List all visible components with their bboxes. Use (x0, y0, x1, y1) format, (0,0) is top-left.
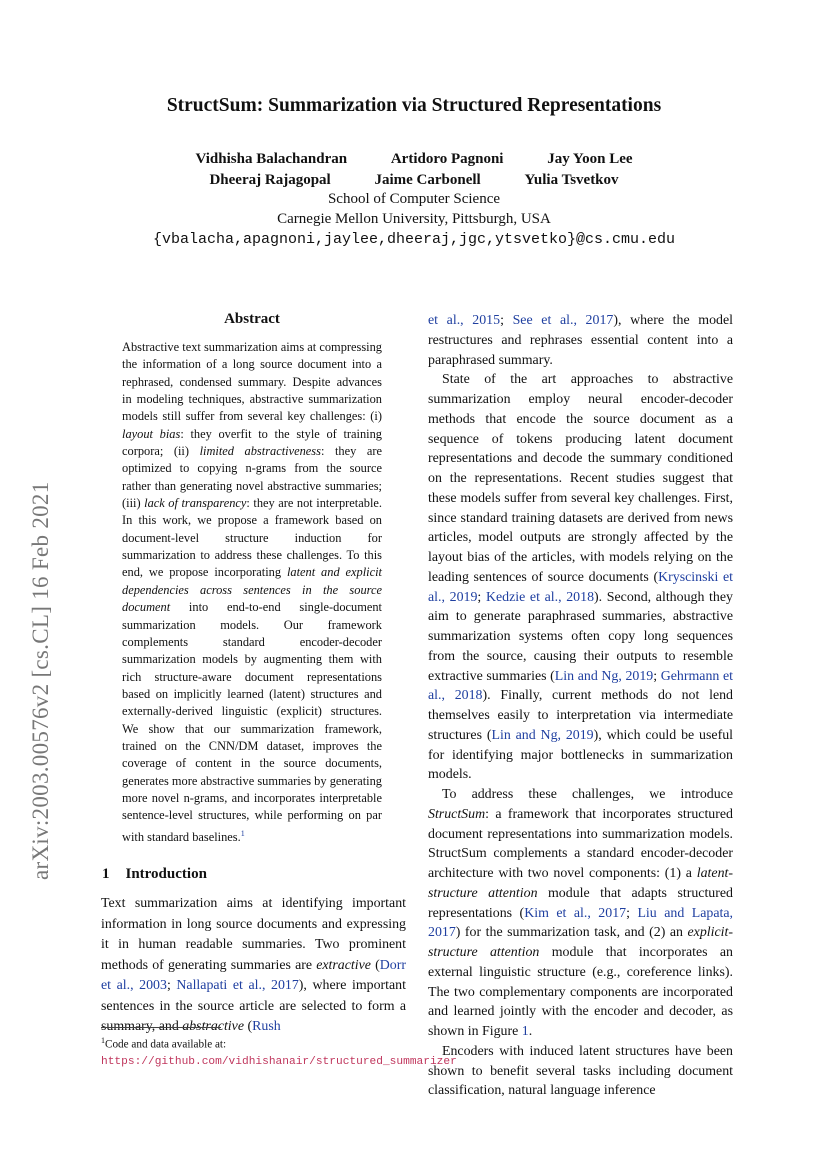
code-url-link[interactable]: https://github.com/vidhishanair/structured_summarizer (101, 1055, 457, 1068)
author-row-2 (0, 172, 828, 189)
paper-title: StructSum: Summarization via Structured Representations (166, 95, 662, 116)
citation-link[interactable]: Kryscinski et al., 2019 (428, 569, 733, 605)
paragraph: Encoders with induced latent structures have been shown to benefit several tasks including document classification, natural language inference (428, 1043, 733, 1099)
citation-link[interactable]: See et al., 2017 (512, 313, 614, 328)
author-emails: {vbalacha,apagnoni,jaylee,dheeraj,jgc,ytsvetko}@cs.cmu.edu (152, 231, 676, 248)
author-name: Jaime Carbonell (374, 172, 481, 188)
author-name: Vidhisha Balachandran (195, 151, 348, 167)
citation-link[interactable]: Nallapati et al., 2017 (176, 978, 299, 993)
author-row-1 (0, 151, 828, 168)
author-name: Jay Yoon Lee (547, 151, 633, 167)
intro-paragraph: Text summarization aims at identifying important information in long source documents and expressing it in human readable summaries. Two prominent methods of generating summaries are extractive (Dorr et al., 2003; Nallapati et al., 2017), where important sentences in the source article are selected to form a summary, and abstractive (Rush (101, 896, 406, 1034)
citation-link[interactable]: Kedzie et al., 2018 (485, 589, 595, 605)
author-name: Yulia Tsvetkov (524, 172, 619, 188)
footnote-divider (101, 1027, 221, 1028)
abstract-text: Abstractive text summarization aims at compressing the information of a long source document into a rephrased, condensed summary. Despite advances in modeling techniques, abstractive summarization models still suffer from several key challenges: (i) layout bias: they overfit to the style of training corpora; (ii) limited abstractiveness: they are optimized to copying n-grams from the source rather than generating novel abstractive summaries; (iii) lack of transparency: they are not interpretable. In this work, we propose a framework based on document-level structure induction for summarization to address these challenges. To this end, we propose incorporating latent and explicit dependencies across sentences in the source document into end-to-end single-document summarization models. Our framework complements standard encoder-decoder summarization models by augmenting them with rich structure-aware document representations based on implicitly learned (latent) structures and externally-derived linguistic (explicit) structures. We show that our summarization framework, trained on the CNN/DM dataset, improves the coverage of content in the source documents, generates more abstractive summaries by generating more novel n-grams, and incorporates interpretable sentence-level structures, while performing on par with standard baselines.$^1$ (122, 340, 382, 844)
abstract-heading: Abstract (224, 311, 280, 327)
citation-link[interactable]: et al., 2015 (428, 313, 501, 328)
citation-link[interactable]: Lin and Ng, 2019 (554, 668, 654, 684)
section-heading: 1 Introduction (102, 866, 207, 882)
arxiv-stamp: arXiv:2003.00576v2 [cs.CL] 16 Feb 2021 (28, 481, 53, 880)
citation-link[interactable]: Dorr et al., 2003 (101, 957, 406, 993)
author-name: Artidoro Pagnoni (390, 151, 504, 167)
citation-link[interactable]: Lin and Ng, 2019 (491, 727, 594, 743)
affiliation-school: School of Computer Science (327, 191, 501, 207)
citation-link[interactable]: Gehrmann et al., 2018 (428, 668, 733, 704)
citation-link[interactable]: Kim et al., 2017 (524, 905, 627, 921)
figure-link[interactable]: 1 (521, 1024, 529, 1039)
author-name: Dheeraj Rajagopal (209, 172, 331, 188)
citation-link[interactable]: Rush (252, 1019, 281, 1034)
footnote: $^1$Code and data available at: https://github.com/vidhishanair/structured_summarizer (101, 1036, 457, 1068)
footnote-link[interactable]: 1 (240, 828, 245, 838)
right-column (428, 311, 733, 1101)
paragraph: To address these challenges, we introduce StructSum: a framework that incorporates structured document representations into summarization models. StructSum complements a standard encoder-decoder architecture with two novel components: (1) a latent-structure attention module that adapts structured representations (Kim et al., 2017; Liu and Lapata, 2017) for the summarization task, and (2) an explicit-structure attention module that incorporates an external linguistic structure (e.g., coreference links). The two complementary components are incorporated and learned jointly with the encoder and decoder, as shown in Figure 1. (428, 787, 733, 1039)
affiliation-university: Carnegie Mellon University, Pittsburgh, USA (277, 211, 551, 227)
paragraph: et al., 2015; See et al., 2017), where the model restructures and rephrases essential content into a paraphrased summary. (428, 313, 733, 368)
paragraph: State of the art approaches to abstractive summarization employ neural encoder-decoder methods that encode the source document as a sequence of tokens producing latent document representations and decode the summary conditioned on the representations. Recent studies suggest that these models suffer from several key challenges. First, since standard training datasets are derived from news articles, model outputs are strongly affected by the layout bias of the articles, with models relying on the leading sentences of source documents (Kryscinski et al., 2019; Kedzie et al., 2018). Second, although they aim to generate paraphrased summaries, abstractive summarization systems often copy long sequences from the source, causing their outputs to resemble extractive summaries (Lin and Ng, 2019; Gehrmann et al., 2018). Finally, current methods do not lend themselves easily to interpretation via intermediate structures (Lin and Ng, 2019), which could be useful for identifying major bottlenecks in summarization models. (428, 372, 733, 783)
citation-link[interactable]: Liu and Lapata, 2017 (428, 905, 733, 941)
